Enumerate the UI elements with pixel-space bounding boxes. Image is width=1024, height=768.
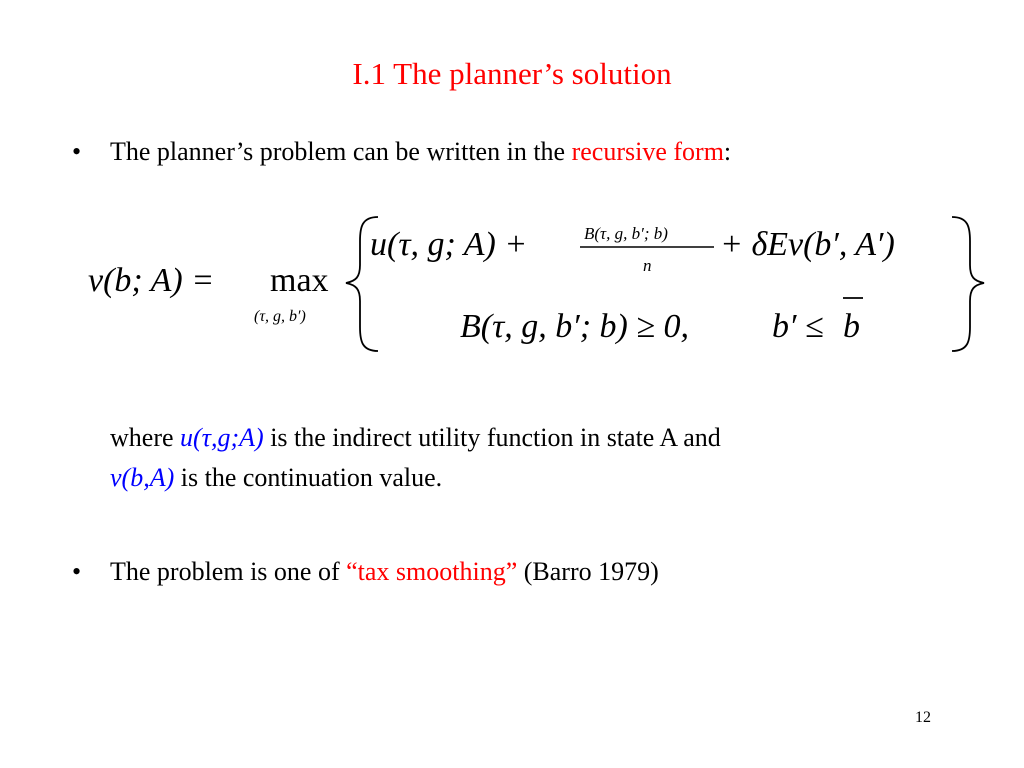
bullet-colon: :	[723, 137, 732, 166]
bullet-marker: •	[72, 137, 82, 166]
bullet-recursive-form	[72, 136, 731, 168]
right-brace	[952, 217, 984, 351]
constraint-bound-var: b	[843, 308, 860, 345]
explanation-paragraph	[110, 418, 721, 498]
equation-max: max	[270, 262, 329, 299]
slide-title: I.1 The planner’s solution	[352, 56, 672, 91]
bellman-equation	[60, 205, 990, 360]
constraint-bound: b′ ≤	[772, 308, 824, 345]
fraction-numerator: B(τ, g, b′; b)	[584, 224, 668, 243]
equation-max-subscript: (τ, g, b′)	[254, 308, 306, 325]
highlight-recursive-form: recursive form	[571, 137, 724, 166]
highlight-tax-smoothing: “tax smoothing”	[346, 557, 518, 586]
bullet-marker: •	[72, 557, 82, 586]
explanation-line-1	[110, 418, 721, 458]
fraction-denominator: n	[643, 256, 652, 275]
equation-lhs: v(b; A) =	[88, 262, 215, 299]
explanation-where: where	[110, 423, 181, 452]
objective-continuation: + δEv(b′, A′)	[720, 226, 895, 263]
constraint-budget: B(τ, g, b′; b) ≥ 0,	[460, 308, 690, 345]
explanation-continuation-desc: is the continuation value.	[174, 463, 443, 492]
page-number: 12	[915, 709, 931, 726]
bullet-text: The planner’s problem can be written in the	[110, 137, 572, 166]
explanation-utility-desc: is the indirect utility function in state A and	[263, 423, 721, 452]
term-continuation-value: v(b,A)	[110, 463, 175, 492]
term-utility-function: u(τ,g;A)	[180, 423, 264, 452]
bullet-text: The problem is one of	[110, 557, 347, 586]
explanation-line-2	[110, 458, 721, 498]
bullet-citation: (Barro 1979)	[517, 557, 659, 586]
objective-utility: u(τ, g; A) +	[370, 226, 528, 263]
bullet-tax-smoothing	[72, 556, 659, 588]
